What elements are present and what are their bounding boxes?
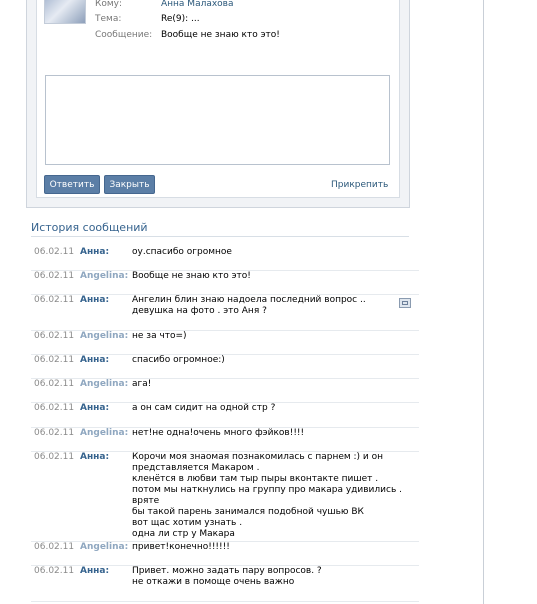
message-date: 06.02.11 (34, 542, 75, 552)
page-right-border (483, 0, 484, 604)
history-message (31, 271, 419, 295)
message-text: спасибо огромное:) (132, 355, 225, 365)
message-text: нет!не одна!очень много фэйков!!!! (132, 428, 305, 438)
avatar[interactable] (44, 0, 86, 24)
message-date: 06.02.11 (34, 331, 75, 341)
message-text: Ангелин блин знаю надоела последний вопрос .. девушка на фото . это Аня ? (132, 295, 366, 316)
message-date: 06.02.11 (34, 452, 75, 462)
message-author-link[interactable]: Angelina: (80, 428, 129, 438)
history-message (31, 355, 419, 379)
message-label: Сообщение: (95, 30, 153, 40)
history-message (31, 331, 419, 355)
message-text: привет!конечно!!!!!! (132, 542, 230, 552)
message-date: 06.02.11 (34, 428, 75, 438)
history-message (31, 566, 419, 602)
message-author-link[interactable]: Angelina: (80, 271, 129, 281)
message-text: Привет. можно задать пару вопросов. ? не откажи в помоще очень важно (132, 566, 322, 587)
reply-textarea[interactable] (45, 75, 390, 165)
message-text: а он сам сидит на одной стр ? (132, 403, 276, 413)
reply-quote-icon[interactable] (399, 298, 411, 308)
message-author-link[interactable]: Анна: (80, 295, 110, 305)
message-date: 06.02.11 (34, 403, 75, 413)
attach-link[interactable]: Прикрепить (331, 180, 389, 190)
message-text: оу.спасибо огромное (132, 247, 232, 257)
message-author-link[interactable]: Angelina: (80, 542, 129, 552)
message-date: 06.02.11 (34, 566, 75, 576)
history-divider (31, 236, 409, 237)
close-button[interactable]: Закрыть (104, 175, 155, 194)
message-date: 06.02.11 (34, 355, 75, 365)
subject-value: Re(9): ... (161, 14, 200, 24)
message-text: ага! (132, 379, 152, 389)
message-date: 06.02.11 (34, 379, 75, 389)
message-date: 06.02.11 (34, 295, 75, 305)
message-value: Вообще не знаю кто это! (161, 30, 280, 40)
history-message (31, 247, 419, 271)
message-text: не за что=) (132, 331, 187, 341)
history-message (31, 379, 419, 403)
history-message (31, 295, 419, 331)
history-message (31, 428, 419, 452)
reply-button[interactable]: Ответить (44, 175, 100, 194)
history-title: История сообщений (31, 221, 148, 234)
history-message (31, 403, 419, 428)
message-author-link[interactable]: Angelina: (80, 331, 129, 341)
history-message (31, 542, 419, 566)
message-text: Корочи моя знаомая познакомилась с парнем :) и он представляется Макаром . кленётся в любви там тыр пыры вконтакте пишет . потом мы наткнулись на группу про макара удивились . вряте бы такой парень занимался подобной чушью ВК вот щас хотим узнать . одна ли стр у Макара (132, 452, 402, 539)
message-date: 06.02.11 (34, 247, 75, 257)
message-author-link[interactable]: Angelina: (80, 379, 129, 389)
message-date: 06.02.11 (34, 271, 75, 281)
message-author-link[interactable]: Анна: (80, 247, 110, 257)
message-author-link[interactable]: Анна: (80, 452, 110, 462)
history-message (31, 452, 419, 542)
message-author-link[interactable]: Анна: (80, 566, 110, 576)
subject-label: Тема: (95, 14, 122, 24)
to-value-link[interactable]: Анна Малахова (161, 0, 234, 9)
message-text: Вообще не знаю кто это! (132, 271, 251, 281)
message-author-link[interactable]: Анна: (80, 355, 110, 365)
to-label: Кому: (95, 0, 123, 9)
message-author-link[interactable]: Анна: (80, 403, 110, 413)
